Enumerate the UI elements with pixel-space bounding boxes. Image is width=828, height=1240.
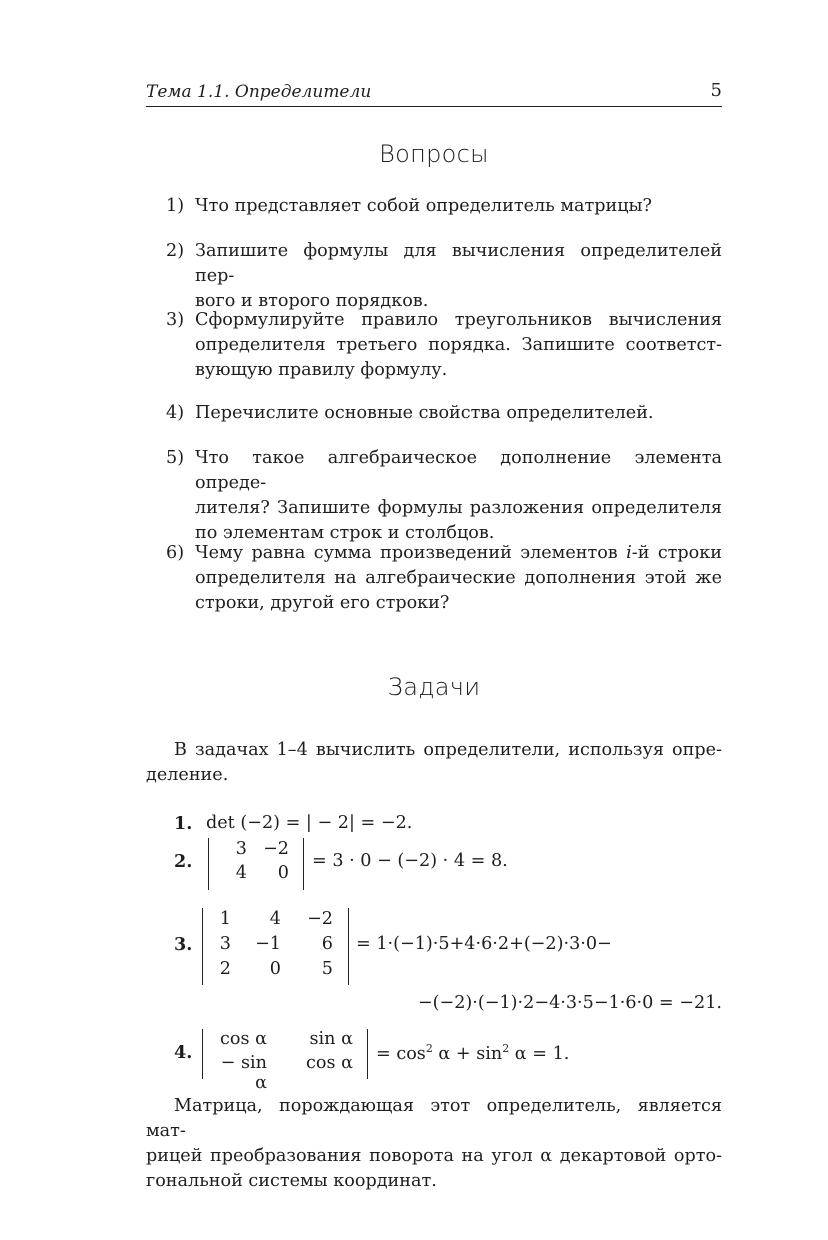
- question-number: 2): [166, 241, 185, 261]
- task-number: 2.: [174, 851, 193, 872]
- task-formula: det (−2) = | − 2| = −2.: [206, 813, 413, 833]
- question-item: [166, 308, 722, 383]
- paragraph-line: деление.: [146, 765, 229, 785]
- matrix-cell: −2: [263, 839, 289, 859]
- question-line: [195, 541, 722, 566]
- formula-part: α + sin: [432, 1044, 503, 1064]
- question-number: 4): [166, 403, 185, 423]
- determinant-matrix: [208, 838, 304, 890]
- question-item: [166, 401, 722, 426]
- matrix-cell: 1: [219, 909, 231, 929]
- matrix-cell: 4: [269, 909, 281, 929]
- question-line: вого и второго порядков.: [195, 291, 429, 311]
- task-formula: −(−2)·(−1)·2−4·3·5−1·6·0 = −21.: [417, 993, 722, 1013]
- formula-part: = cos: [376, 1044, 426, 1064]
- question-line: по элементам строк и столбцов.: [195, 523, 495, 543]
- question-number: 3): [166, 310, 185, 330]
- exponent: 2: [425, 1042, 433, 1055]
- question-item: [166, 239, 722, 314]
- task-number: 4.: [174, 1042, 193, 1063]
- paragraph-line: В задачах 1–4 вычислить определители, используя опре-: [174, 740, 722, 760]
- question-line: Сформулируйте правило треугольников вычисления: [195, 310, 722, 330]
- matrix-cell: cos α: [220, 1029, 267, 1049]
- section-title-tasks: Задачи: [387, 673, 481, 701]
- question-line: Запишите формулы для вычисления определителей пер-: [195, 241, 722, 286]
- matrix-cell: 3: [219, 934, 231, 954]
- formula-part: α = 1.: [509, 1044, 570, 1064]
- question-number: 6): [166, 543, 185, 563]
- question-line: вующую правилу формулу.: [195, 360, 448, 380]
- section-title-questions: Вопросы: [379, 140, 489, 168]
- question-line: определителя третьего порядка. Запишите соответст-: [195, 335, 722, 355]
- matrix-cell: 4: [235, 863, 247, 883]
- matrix-cell: 3: [235, 839, 247, 859]
- task-number: 1.: [174, 813, 193, 834]
- task-number: 3.: [174, 934, 193, 955]
- question-line: определителя на алгебраические дополнения этой же: [195, 568, 722, 588]
- index-variable: i: [626, 543, 632, 563]
- paragraph-line: рицей преобразования поворота на угол α декартовой орто-: [146, 1146, 722, 1166]
- question-line: лителя? Запишите формулы разложения определителя: [195, 498, 722, 518]
- determinant-matrix: [202, 1029, 368, 1093]
- question-line: Что такое алгебраическое дополнение элемента опреде-: [195, 448, 722, 493]
- matrix-cell: 0: [277, 863, 289, 883]
- matrix-cell: 2: [219, 959, 231, 979]
- matrix-cell: 0: [269, 959, 281, 979]
- running-head-title: Тема 1.1. Определители: [146, 82, 372, 102]
- matrix-cell: −2: [307, 909, 333, 929]
- matrix-cell: cos α: [306, 1053, 353, 1073]
- matrix-cell: sin α: [309, 1029, 353, 1049]
- matrix-cell: 5: [321, 959, 333, 979]
- question-number: 1): [166, 196, 185, 216]
- question-number: 5): [166, 448, 185, 468]
- question-line: Что представляет собой определитель матрицы?: [195, 196, 652, 216]
- question-text: Чему равна сумма произведений элементов: [195, 543, 627, 563]
- question-item: [166, 446, 722, 546]
- task-formula: [376, 1042, 569, 1064]
- paragraph-line: гональной системы координат.: [146, 1171, 437, 1191]
- page-number: 5: [710, 80, 722, 101]
- matrix-cell: −1: [255, 934, 281, 954]
- tasks-intro: [146, 738, 722, 788]
- matrix-cell: − sin α: [220, 1053, 267, 1093]
- exponent: 2: [502, 1042, 510, 1055]
- closing-paragraph: [146, 1094, 722, 1194]
- question-item: [166, 541, 722, 616]
- question-text: -й строки: [631, 543, 722, 563]
- running-head: [146, 82, 722, 107]
- question-item: [166, 194, 722, 219]
- task-formula: = 3 · 0 − (−2) · 4 = 8.: [312, 851, 508, 871]
- paragraph-line: Матрица, порождающая этот определитель, является мат-: [146, 1096, 722, 1141]
- task-formula: = 1·(−1)·5+4·6·2+(−2)·3·0−: [356, 934, 612, 954]
- matrix-cell: 6: [321, 934, 333, 954]
- determinant-matrix: [202, 908, 349, 985]
- question-line: строки, другой его строки?: [195, 593, 450, 613]
- question-line: Перечислите основные свойства определителей.: [195, 403, 654, 423]
